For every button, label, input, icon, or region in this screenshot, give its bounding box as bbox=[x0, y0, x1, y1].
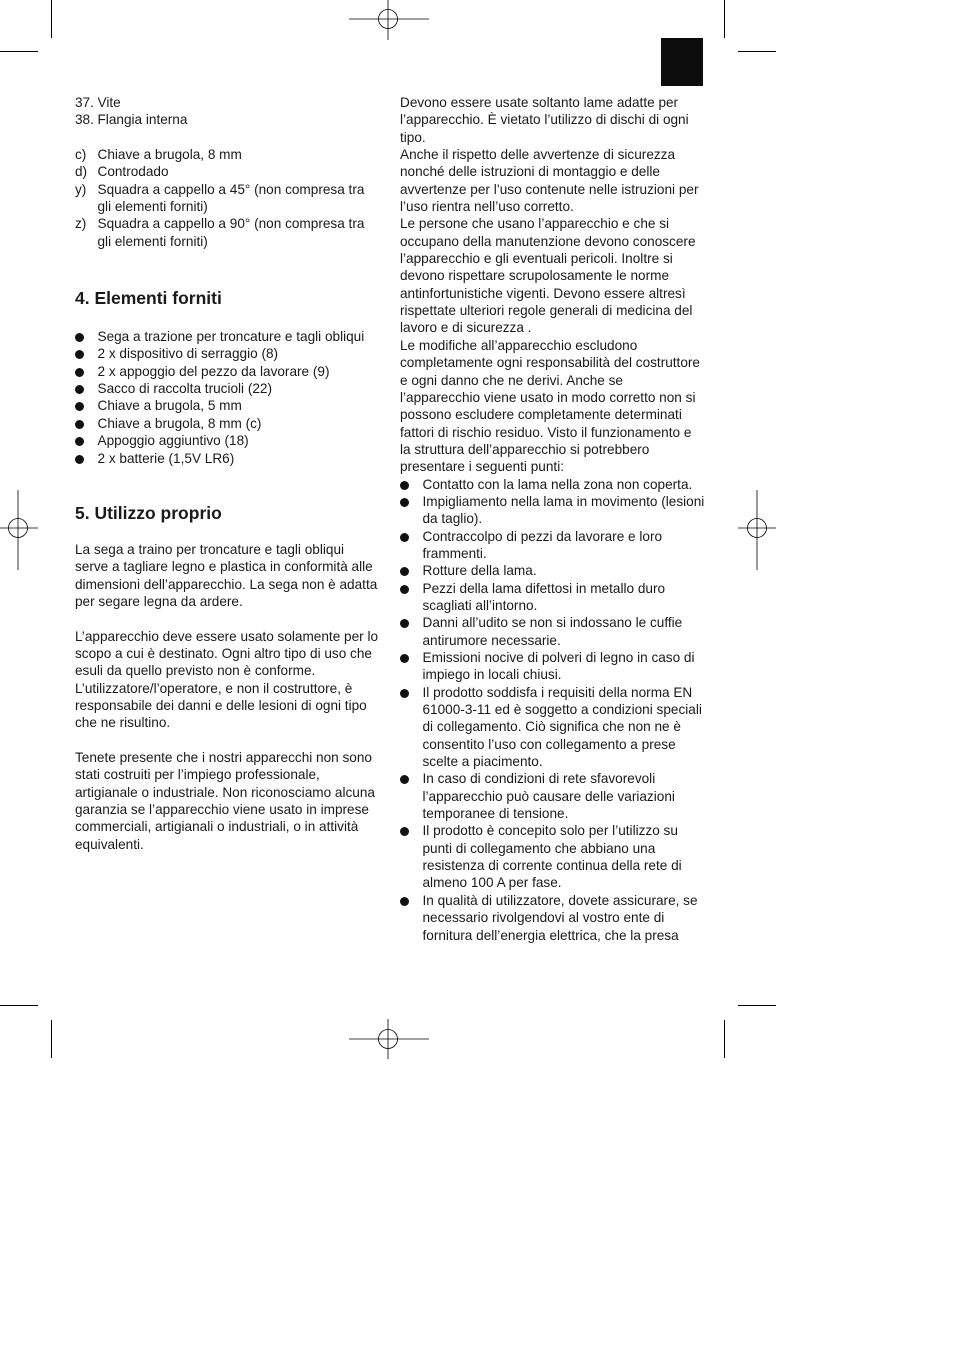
bullet-item bbox=[400, 649, 705, 684]
bullet-icon bbox=[400, 684, 423, 771]
bullet-text: In caso di condizioni di rete sfavorevoli l’apparecchio può causare delle variazioni temporanee di tensione. bbox=[422, 771, 675, 822]
paragraph: Anche il rispetto delle avvertenze di sicurezza nonché delle istruzioni di montaggio e delle avvertenze per l’uso contenute nelle istruzioni per l’uso rientra nell’uso corretto. bbox=[400, 147, 699, 215]
crop-mark-top-right-horizontal bbox=[738, 51, 776, 52]
bullet-item bbox=[400, 493, 705, 528]
bullet-text: Impigliamento nella lama in movimento (lesioni da taglio). bbox=[422, 493, 705, 527]
item-letter: d) bbox=[75, 164, 88, 180]
parts-numbered-list bbox=[75, 94, 380, 129]
bullet-item bbox=[400, 892, 705, 944]
section-heading-utilizzo-proprio: 5. Utilizzo proprio bbox=[75, 502, 222, 523]
paragraph: L’apparecchio deve essere usato solamente per lo scopo a cui è destinato. Ogni altro tipo di uso che esuli da quello previsto non è conforme. L’utilizzatore/l’operatore, e non il costruttore, è responsabile dei danni e delle lesioni di ogni tipo che ne risultino. bbox=[75, 628, 379, 731]
bullet-text: Contraccolpo di pezzi da lavorare e loro frammenti. bbox=[422, 528, 663, 561]
crop-mark-bottom-left-horizontal bbox=[0, 1005, 38, 1006]
bullet-icon bbox=[400, 528, 423, 563]
bullet-text: Appoggio aggiuntivo (18) bbox=[97, 433, 249, 449]
list-item bbox=[75, 163, 380, 180]
bullet-text: Danni all’udito se non si indossano le cuffie antirumore necessarie. bbox=[422, 615, 683, 648]
parts-lettered-list bbox=[75, 146, 380, 250]
paragraph: Le modifiche all’apparecchio escludono completamente ogni responsabilità del costruttore e ogni danno che ne derivi. Anche se l’apparecchio viene usato in modo corretto non si possono escludere completamente determinati fattori di rischio residuo. Visto il funzionamento e la struttura dell’apparecchio si potrebbero presentare i seguenti punti: bbox=[400, 337, 700, 475]
left-column bbox=[75, 94, 380, 853]
list-item bbox=[75, 215, 380, 250]
bullet-item bbox=[75, 415, 380, 432]
item-letter: z) bbox=[75, 216, 87, 232]
bullet-item bbox=[400, 770, 705, 822]
bullet-item bbox=[75, 328, 380, 345]
bullet-icon bbox=[400, 770, 423, 822]
bullet-icon bbox=[75, 450, 98, 467]
bullet-item bbox=[75, 450, 380, 467]
bullet-item bbox=[400, 614, 705, 649]
bullet-item bbox=[75, 345, 380, 362]
item-text: Controdado bbox=[97, 164, 169, 180]
bullet-text: Emissioni nocive di polveri di legno in caso di impiego in locali chiusi. bbox=[422, 650, 695, 683]
item-letter: y) bbox=[75, 181, 87, 197]
list-item bbox=[75, 111, 380, 128]
item-text: Squadra a cappello a 90° (non compresa tra gli elementi forniti) bbox=[97, 216, 365, 249]
bullet-icon bbox=[75, 328, 98, 345]
crop-mark-top-left-vertical bbox=[51, 0, 52, 38]
crop-mark-bottom-left-vertical bbox=[51, 1020, 52, 1058]
bullet-text: 2 x batterie (1,5V LR6) bbox=[97, 450, 235, 466]
section-heading-elementi-forniti: 4. Elementi forniti bbox=[75, 288, 222, 309]
registration-mark-top bbox=[349, 0, 429, 40]
bullet-text: Chiave a brugola, 8 mm (c) bbox=[97, 415, 262, 431]
bullet-item bbox=[75, 397, 380, 414]
bullet-item bbox=[400, 580, 705, 615]
bullet-item bbox=[75, 363, 380, 380]
bullet-icon bbox=[75, 363, 98, 380]
right-column bbox=[400, 94, 705, 944]
bullet-icon bbox=[400, 822, 423, 891]
registration-mark-left bbox=[0, 490, 38, 570]
bullet-icon bbox=[75, 415, 98, 432]
supplied-items-list bbox=[75, 328, 380, 467]
bullet-icon bbox=[75, 345, 98, 362]
crop-mark-top-right-vertical bbox=[724, 0, 725, 38]
item-text: Flangia interna bbox=[97, 112, 188, 128]
crop-mark-bottom-right-horizontal bbox=[738, 1005, 776, 1006]
item-text: Vite bbox=[97, 95, 121, 110]
list-item bbox=[75, 146, 380, 163]
language-tab-marker bbox=[661, 38, 703, 86]
bullet-text: In qualità di utilizzatore, dovete assicurare, se necessario rivolgendovi al vostro ente di fornitura dell’energia elettrica, che la presa bbox=[422, 892, 698, 943]
bullet-text: Rotture della lama. bbox=[422, 563, 537, 579]
bullet-text: Il prodotto soddisfa i requisiti della norma EN 61000-3-11 ed è soggetto a condizioni speciali di collegamento. Ciò significa che non ne è consentito l’uso con collegamento a prese scelte a piacimento. bbox=[422, 684, 702, 770]
list-item bbox=[75, 181, 380, 216]
item-text: Chiave a brugola, 8 mm bbox=[97, 147, 242, 163]
bullet-icon bbox=[400, 892, 423, 944]
bullet-text: Sacco di raccolta trucioli (22) bbox=[97, 381, 273, 397]
bullet-icon bbox=[400, 493, 423, 528]
bullet-icon bbox=[75, 432, 98, 449]
bullet-text: 2 x dispositivo di serraggio (8) bbox=[97, 346, 279, 362]
crop-mark-bottom-right-vertical bbox=[724, 1020, 725, 1058]
paragraph: Tenete presente che i nostri apparecchi non sono stati costruiti per l’impiego professionale, artigianale o industriale. Non riconosciamo alcuna garanzia se l’apparecchio viene usato in imprese commerciali, artigianali o industriali, o in attività equivalenti. bbox=[75, 749, 375, 852]
crop-mark-top-left-horizontal bbox=[0, 51, 38, 52]
paragraph: Le persone che usano l’apparecchio e che si occupano della manutenzione devono conoscere l’apparecchio e gli eventuali pericoli. Inoltre si devono rispettare scrupolosamente le norme antinfortunistiche vigenti. Devono essere altresì rispettate ulteriori regole generali di medicina del lavoro e di sicurezza . bbox=[400, 216, 696, 336]
residual-risk-list bbox=[400, 476, 705, 944]
bullet-text: Sega a trazione per troncature e tagli obliqui bbox=[97, 329, 365, 345]
bullet-icon bbox=[400, 580, 423, 615]
bullet-text: Chiave a brugola, 5 mm bbox=[97, 398, 242, 414]
bullet-text: Pezzi della lama difettosi in metallo duro scagliati all’intorno. bbox=[422, 580, 666, 613]
item-number: 37. bbox=[75, 95, 94, 110]
bullet-icon bbox=[400, 614, 423, 649]
list-item bbox=[75, 94, 380, 111]
bullet-item bbox=[400, 562, 705, 579]
bullet-text: 2 x appoggio del pezzo da lavorare (9) bbox=[97, 363, 330, 379]
bullet-item bbox=[75, 380, 380, 397]
item-text: Squadra a cappello a 45° (non compresa tra gli elementi forniti) bbox=[97, 181, 365, 215]
item-number: 38. bbox=[75, 112, 94, 128]
bullet-text: Il prodotto è concepito solo per l’utilizzo su punti di collegamento che abbiano una resistenza di corrente continua della rete di almeno 100 A per fase. bbox=[422, 823, 682, 891]
item-letter: c) bbox=[75, 147, 87, 163]
bullet-icon bbox=[400, 562, 423, 579]
paragraph: La sega a traino per troncature e tagli obliqui serve a tagliare legno e plastica in conformità alle dimensioni dell’apparecchio. La sega non è adatta per segare legna da ardere. bbox=[75, 541, 378, 609]
bullet-item bbox=[400, 684, 705, 771]
paragraph: Devono essere usate soltanto lame adatte per l’apparecchio. È vietato l’utilizzo di dischi di ogni tipo. bbox=[400, 95, 689, 145]
bullet-item bbox=[75, 432, 380, 449]
bullet-icon bbox=[75, 397, 98, 414]
bullet-item bbox=[400, 822, 705, 891]
bullet-item bbox=[400, 528, 705, 563]
bullet-icon bbox=[400, 649, 423, 684]
bullet-icon bbox=[400, 476, 423, 493]
bullet-text: Contatto con la lama nella zona non coperta. bbox=[422, 476, 693, 492]
registration-mark-bottom bbox=[349, 1019, 429, 1059]
registration-mark-right bbox=[738, 490, 776, 570]
bullet-icon bbox=[75, 380, 98, 397]
bullet-item bbox=[400, 476, 705, 493]
